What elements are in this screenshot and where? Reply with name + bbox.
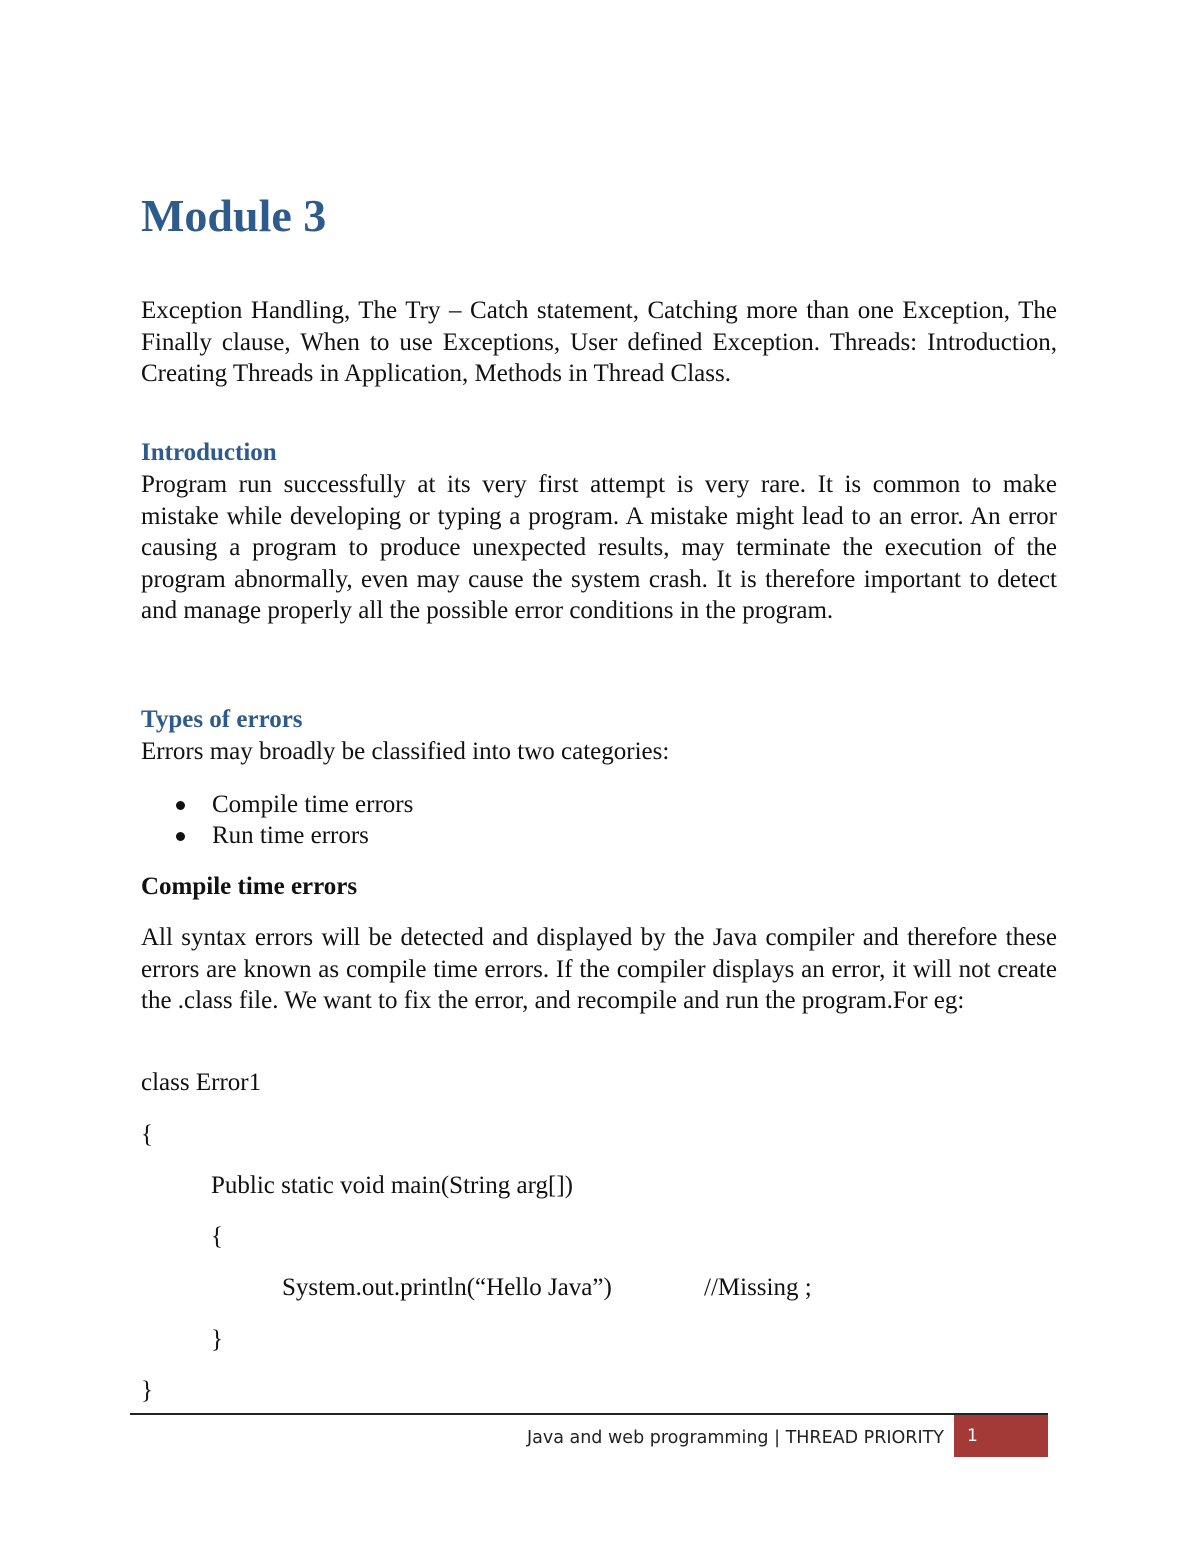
list-item	[141, 820, 413, 851]
bullet-icon	[176, 801, 185, 810]
code-line: }	[211, 1326, 223, 1353]
types-of-errors-body: Errors may broadly be classified into two categories:	[141, 738, 670, 765]
code-line: {	[141, 1121, 153, 1148]
bullet-icon	[176, 832, 185, 841]
introduction-heading: Introduction	[141, 439, 277, 466]
list-item	[141, 789, 413, 820]
code-line: System.out.println(“Hello Java”)	[282, 1274, 612, 1301]
code-line: {	[211, 1223, 223, 1250]
code-line: class Error1	[141, 1069, 262, 1096]
module-overview: Exception Handling, The Try – Catch statement, Catching more than one Exception, The Finally clause, When to use Exceptions, User defined Exception. Threads: Introduction, Creating Threads in Application, Methods in Thread Class.	[141, 297, 1057, 387]
error-types-list	[141, 789, 413, 851]
code-comment: //Missing ;	[704, 1274, 812, 1301]
code-line: Public static void main(String arg[])	[211, 1172, 573, 1199]
footer-divider	[130, 1413, 1048, 1415]
footer-text: Java and web programming | THREAD PRIORITY	[526, 1428, 944, 1448]
page-number-box	[954, 1415, 1048, 1457]
code-line: }	[141, 1377, 153, 1404]
page-title: Module 3	[141, 190, 327, 241]
introduction-body: Program run successfully at its very first attempt is very rare. It is common to make mistake while developing or typing a program. A mistake might lead to an error. An error causing a program to produce unexpected results, may terminate the execution of the program abnormally, even may cause the system crash. It is therefore important to detect and manage properly all the possible error conditions in the program.	[141, 471, 1057, 624]
types-of-errors-heading: Types of errors	[141, 706, 303, 733]
compile-time-errors-body: All syntax errors will be detected and displayed by the Java compiler and therefore these errors are known as compile time errors. If the compiler displays an error, it will not create the .class file. We want to fix the error, and recompile and run the program.For eg:	[141, 924, 1057, 1014]
list-item-text: Compile time errors	[212, 791, 414, 818]
page-number: 1	[967, 1426, 978, 1446]
compile-time-errors-heading: Compile time errors	[141, 873, 358, 900]
list-item-text: Run time errors	[212, 822, 369, 849]
